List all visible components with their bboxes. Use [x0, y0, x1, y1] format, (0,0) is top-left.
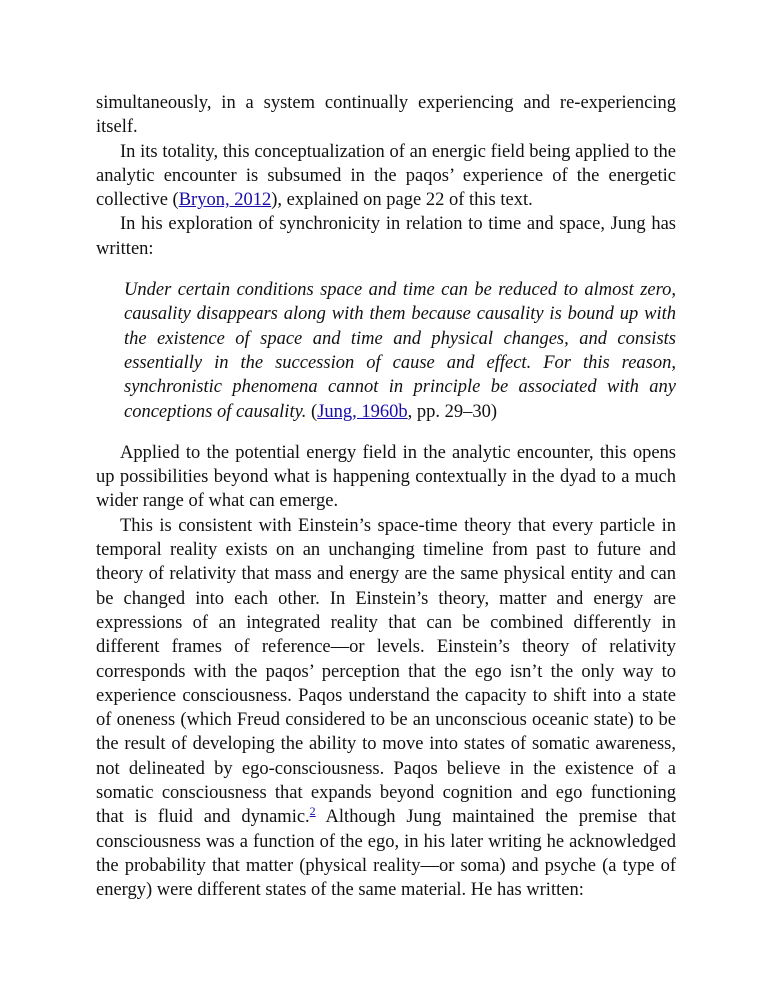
- paragraph-text: ), explained on page 22 of this text.: [271, 190, 533, 211]
- quote-citation: [306, 402, 497, 422]
- paragraph-energy-field: Applied to the potential energy field in the analytic encounter, this opens up possibilities beyond what is happening contextually in the dyad to a much wider range of what can emerge.: [96, 442, 676, 512]
- quote-text: Under certain conditions space and time can be reduced to almost zero, causality disappears along with them because causality is bound up with the existence of space and time and physical changes, and consists essentially in the succession of cause and effect. For this reason, synchronistic phenomena cannot in principle be associated with any conceptions of causality.: [124, 280, 676, 422]
- paragraph-continuation: simultaneously, in a system continually experiencing and re-experiencing itself.: [96, 93, 676, 138]
- citation-open: (: [306, 401, 318, 422]
- paragraph-text: Although Jung maintained the premise that consciousness was a function of the ego, in his later writing he acknowledged the probability that matter (physical reality—or soma) and psyche (a type of energy) were different states of the same material. He has written:: [96, 807, 676, 901]
- body-text: [96, 91, 676, 903]
- citation-link-jung[interactable]: Jung, 1960b: [317, 401, 408, 422]
- paragraph-text: In its totality, this conceptualization of an energic field being applied to the analytic encounter is subsumed in the paqos’ experience of the energetic collective (: [96, 141, 676, 211]
- paragraph-synchronicity: In his exploration of synchronicity in relation to time and space, Jung has written:: [96, 214, 676, 259]
- block-quote: [124, 278, 676, 424]
- paragraph-energic-field: [96, 140, 676, 213]
- paragraph-text: This is consistent with Einstein’s space-time theory that every particle in temporal reality exists on an unchanging timeline from past to future and theory of relativity that mass and energy are the same physical entity and can be changed into each other. In Einstein’s theory, matter and energy are expressions of an integrated reality that can be combined differently in different frames of reference—or levels. Einstein’s theory of relativity corresponds with the paqos’ perception that the ego isn’t the only way to experience consciousness. Paqos understand the capacity to shift into a state of oneness (which Freud considered to be an unconscious oceanic state) to be the result of developing the ability to move into states of somatic awareness, not delineated by ego-consciousness. Paqos believe in the existence of a somatic consciousness that expands beyond cognition and ego functioning that is fluid and dynamic.: [96, 515, 676, 828]
- paragraph-einstein: [96, 514, 676, 903]
- citation-close: , pp. 29–30): [407, 401, 498, 422]
- footnote-link[interactable]: 2: [309, 804, 316, 819]
- citation-link-bryon[interactable]: Bryon, 2012: [178, 190, 272, 211]
